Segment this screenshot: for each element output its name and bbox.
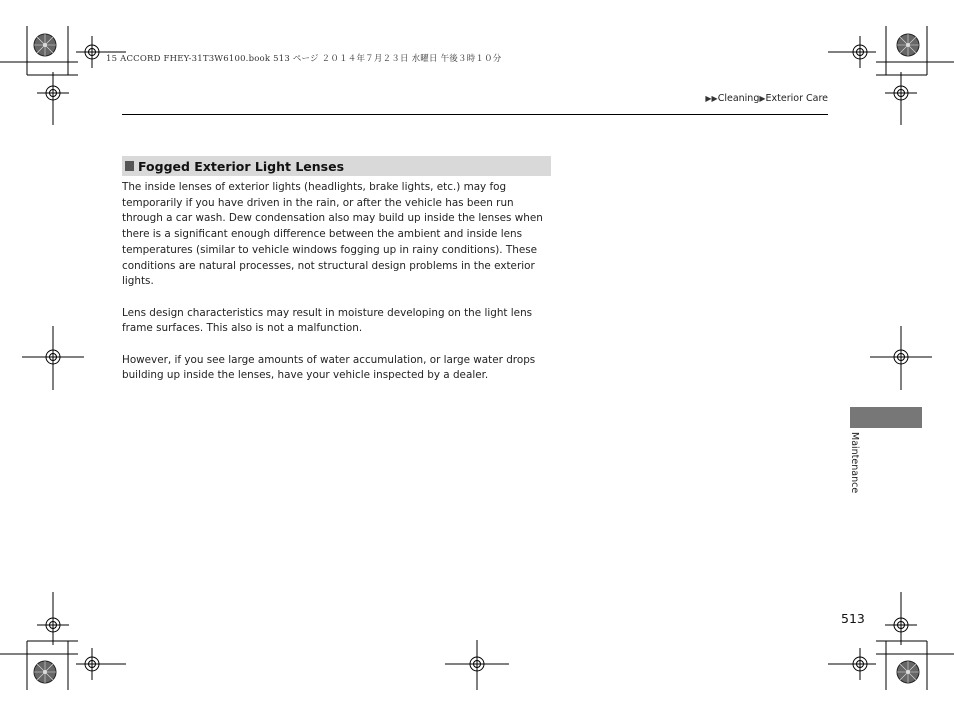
chapter-tab [850, 407, 922, 428]
breadcrumb-subsection: Exterior Care [765, 93, 828, 104]
section-title: Fogged Exterior Light Lenses [138, 158, 345, 174]
chapter-tab-label: Maintenance [849, 432, 860, 494]
breadcrumb-section: Cleaning [717, 93, 760, 104]
star-mark-icon [34, 34, 56, 56]
section-heading [122, 156, 551, 176]
paragraph: However, if you see large amounts of water accumulation, or large water drops building up inside the lenses, have your vehicle inspected by a dealer. [122, 353, 536, 382]
square-bullet-icon [125, 161, 134, 171]
paragraph: The inside lenses of exterior lights (headlights, brake lights, etc.) may fog temporarily if you have driven in the rain, or after the vehicle has been run through a car wash. Dew condensation also may build up inside the lenses when there is a significant enough difference between the ambient and inside lens temperatures (similar to vehicle windows fogging up in rainy conditions). These conditions are natural processes, not structural design problems in the exterior lights. [122, 181, 543, 288]
page-number: 513 [841, 611, 865, 626]
header-rule [122, 114, 828, 115]
star-mark-icon [897, 34, 919, 56]
star-mark-icon [897, 661, 919, 683]
breadcrumb [705, 93, 828, 104]
section-body [122, 180, 554, 400]
star-mark-icon [34, 661, 56, 683]
paragraph: Lens design characteristics may result in moisture developing on the light lens frame surfaces. This also is not a malfunction. [122, 306, 533, 335]
arrow-icon: ▶ [759, 94, 766, 103]
print-job-header: 15 ACCORD FHEY-31T3W6100.book 513 ページ ２０１４年７月２３日 水曜日 午後３時１０分 [106, 54, 502, 64]
double-arrow-icon: ▶▶ [705, 94, 718, 103]
